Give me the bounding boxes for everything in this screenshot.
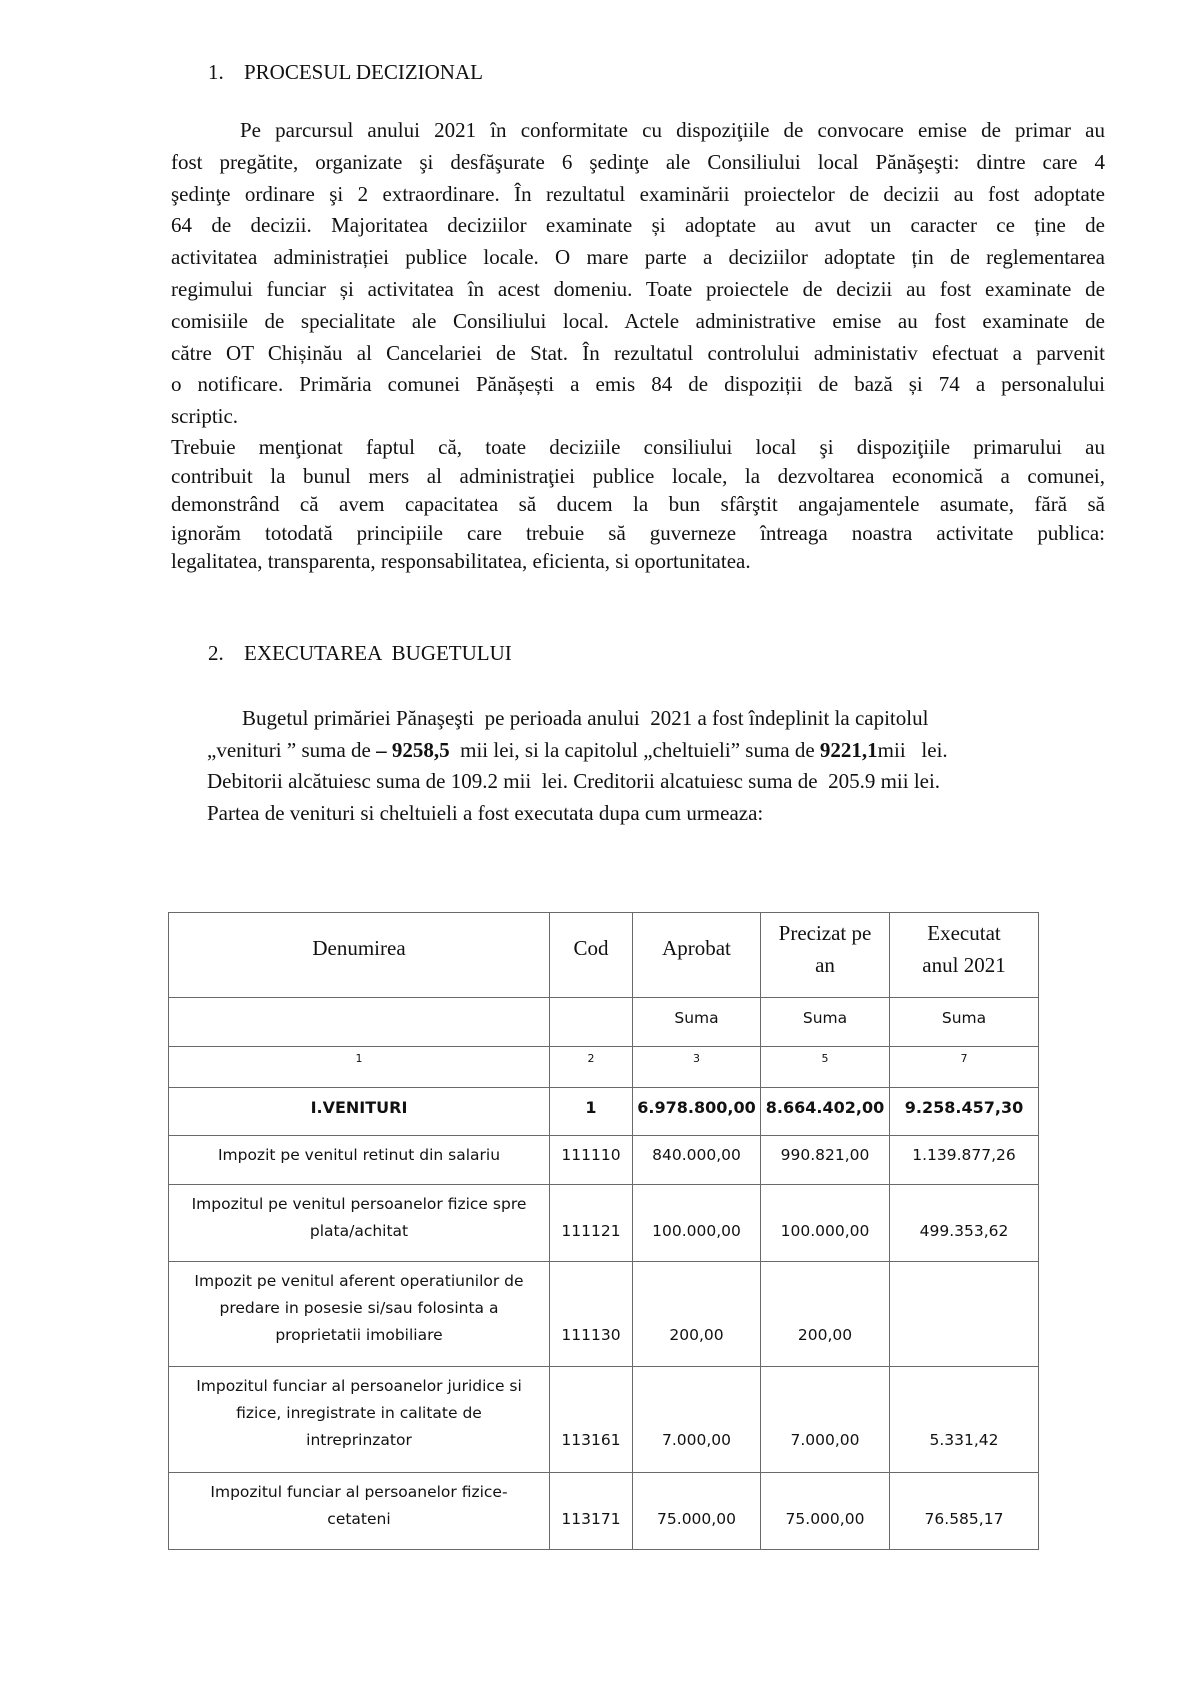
paragraph-line: către OT Chișinău al Cancelariei de Stat. În rezultatul controlului administativ efectuat a parvenit [171,340,1105,365]
index-cell: 2 [550,1047,633,1088]
index-cell: 3 [633,1047,761,1088]
row-precizat: 100.000,00 [761,1185,890,1262]
paragraph-line: comisiile de specialitate ale Consiliului local. Actele administrative emise au fost examinate de [171,308,1105,333]
total-precizat: 8.664.402,00 [761,1088,890,1136]
row-aprobat: 100.000,00 [633,1185,761,1262]
table-row [169,1473,1039,1550]
table-row [169,1262,1039,1367]
budget-table [168,912,1039,1550]
index-cell: 1 [169,1047,550,1088]
header-executat: Executat anul 2021 [890,913,1039,998]
revenue-amount: – 9258,5 [376,737,450,762]
section-1-heading [208,60,483,85]
table-row [169,1136,1039,1185]
total-executat: 9.258.457,30 [890,1088,1039,1136]
row-executat: 5.331,42 [890,1367,1039,1473]
expenses-unit: mii lei. [877,737,948,762]
row-name: Impozitul funciar al persoanelor fizice- cetateni [169,1473,550,1550]
row-precizat: 75.000,00 [761,1473,890,1550]
subheader-cell [169,998,550,1047]
table-row [169,1367,1039,1473]
section-1-paragraph-2 [171,433,1105,576]
subheader-cell [550,998,633,1047]
header-precizat: Precizat pe an [761,913,890,998]
paragraph-line: Partea de venituri si cheltuieli a fost executata dupa cum urmeaza: [207,800,764,825]
row-name: Impozit pe venitul retinut din salariu [169,1136,550,1185]
row-name: Impozit pe venitul aferent operatiunilor de predare in posesie si/sau folosinta a proprietatii imobiliare [169,1262,550,1367]
row-aprobat: 840.000,00 [633,1136,761,1185]
paragraph-line: şedinţe ordinare şi 2 extraordinare. În rezultatul examinării proiectelor de decizii au fost adoptate [171,181,1105,206]
total-name: I.VENITURI [169,1088,550,1136]
table-subheader-row [169,998,1039,1047]
section-1-paragraph-1 [171,115,1105,433]
expenses-label: mii lei, si la capitolul „cheltuieli” suma de [449,737,820,762]
subheader-cell: Suma [890,998,1039,1047]
paragraph-line: Debitorii alcătuiesc suma de 109.2 mii lei. Creditorii alcatuiesc suma de 205.9 mii lei. [207,769,941,793]
table-total-row [169,1088,1039,1136]
paragraph-line: ignorăm totodată principiile care trebuie să guverneze întreaga noastra activitate publica: [171,520,1105,545]
paragraph-line: Trebuie menţionat faptul că, toate deciziile consiliului local şi dispoziţiile primarului au [171,435,1105,459]
paragraph-line: Pe parcursul anului 2021 în conformitate cu dispoziţiile de convocare emise de primar au [240,118,1105,142]
row-precizat: 7.000,00 [761,1367,890,1473]
row-code: 111130 [550,1262,633,1367]
row-executat: 76.585,17 [890,1473,1039,1550]
section-2-heading [208,641,512,666]
row-executat: 499.353,62 [890,1185,1039,1262]
table-header-row [169,913,1039,998]
section-2-paragraph [207,703,1067,829]
table-index-row [169,1047,1039,1088]
header-aprobat: Aprobat [633,913,761,998]
row-precizat: 200,00 [761,1262,890,1367]
paragraph-line: o notificare. Primăria comunei Pănășești a emis 84 de dispoziții de bază și 74 a personalului [171,372,1105,397]
paragraph-line [207,703,1067,735]
row-name: Impozitul funciar al persoanelor juridice si fizice, inregistrate in calitate de intreprinzator [169,1367,550,1473]
row-aprobat: 75.000,00 [633,1473,761,1550]
paragraph-line: activitatea administrației publice locale. O mare parte a deciziilor adoptate țin de reglementarea [171,245,1105,270]
row-code: 113171 [550,1473,633,1550]
paragraph-line: scriptic. [171,404,239,429]
revenue-label: „venituri ” suma de [207,737,377,762]
paragraph-line: fost pregătite, organizate şi desfăşurate 6 şedinţe ale Consiliului local Pănăşeşti: dintre care 4 [171,149,1105,174]
row-code: 111110 [550,1136,633,1185]
section-1-title: PROCESUL DECIZIONAL [244,60,483,84]
row-code: 111121 [550,1185,633,1262]
section-1-number: 1. [208,60,224,84]
subheader-cell: Suma [761,998,890,1047]
header-denumirea: Denumirea [169,913,550,998]
section-2-title: EXECUTAREA BUGETULUI [244,641,512,665]
expenses-amount: 9221,1 [819,737,878,762]
row-name: Impozitul pe venitul persoanelor fizice spre plata/achitat [169,1185,550,1262]
index-cell: 7 [890,1047,1039,1088]
paragraph-line: demonstrând că avem capacitatea să ducem la bun sfârştit angajamentele asumate, fără să [171,492,1105,517]
budget-intro-text: Bugetul primăriei Pănaşeşti pe perioada anului 2021 a fost îndeplinit la capitolul [242,706,929,730]
paragraph-line: legalitatea, transparenta, responsabilitatea, eficienta, si oportunitatea. [171,549,751,574]
paragraph-line: 64 de decizii. Majoritatea deciziilor examinate și adoptate au avut un caracter ce ține de [171,213,1105,238]
paragraph-line: regimului funciar și activitatea în acest domeniu. Toate proiectele de decizii au fost examinate de [171,276,1105,301]
total-aprobat: 6.978.800,00 [633,1088,761,1136]
section-2-number: 2. [208,641,224,665]
table-row [169,1185,1039,1262]
total-code: 1 [550,1088,633,1136]
row-aprobat: 200,00 [633,1262,761,1367]
paragraph-line [207,735,1067,767]
row-precizat: 990.821,00 [761,1136,890,1185]
row-executat: 1.139.877,26 [890,1136,1039,1185]
row-code: 113161 [550,1367,633,1473]
subheader-cell: Suma [633,998,761,1047]
header-cod: Cod [550,913,633,998]
row-executat [890,1262,1039,1367]
index-cell: 5 [761,1047,890,1088]
row-aprobat: 7.000,00 [633,1367,761,1473]
paragraph-line: contribuit la bunul mers al administraţiei publice locale, la dezvoltarea economică a comunei, [171,463,1105,488]
